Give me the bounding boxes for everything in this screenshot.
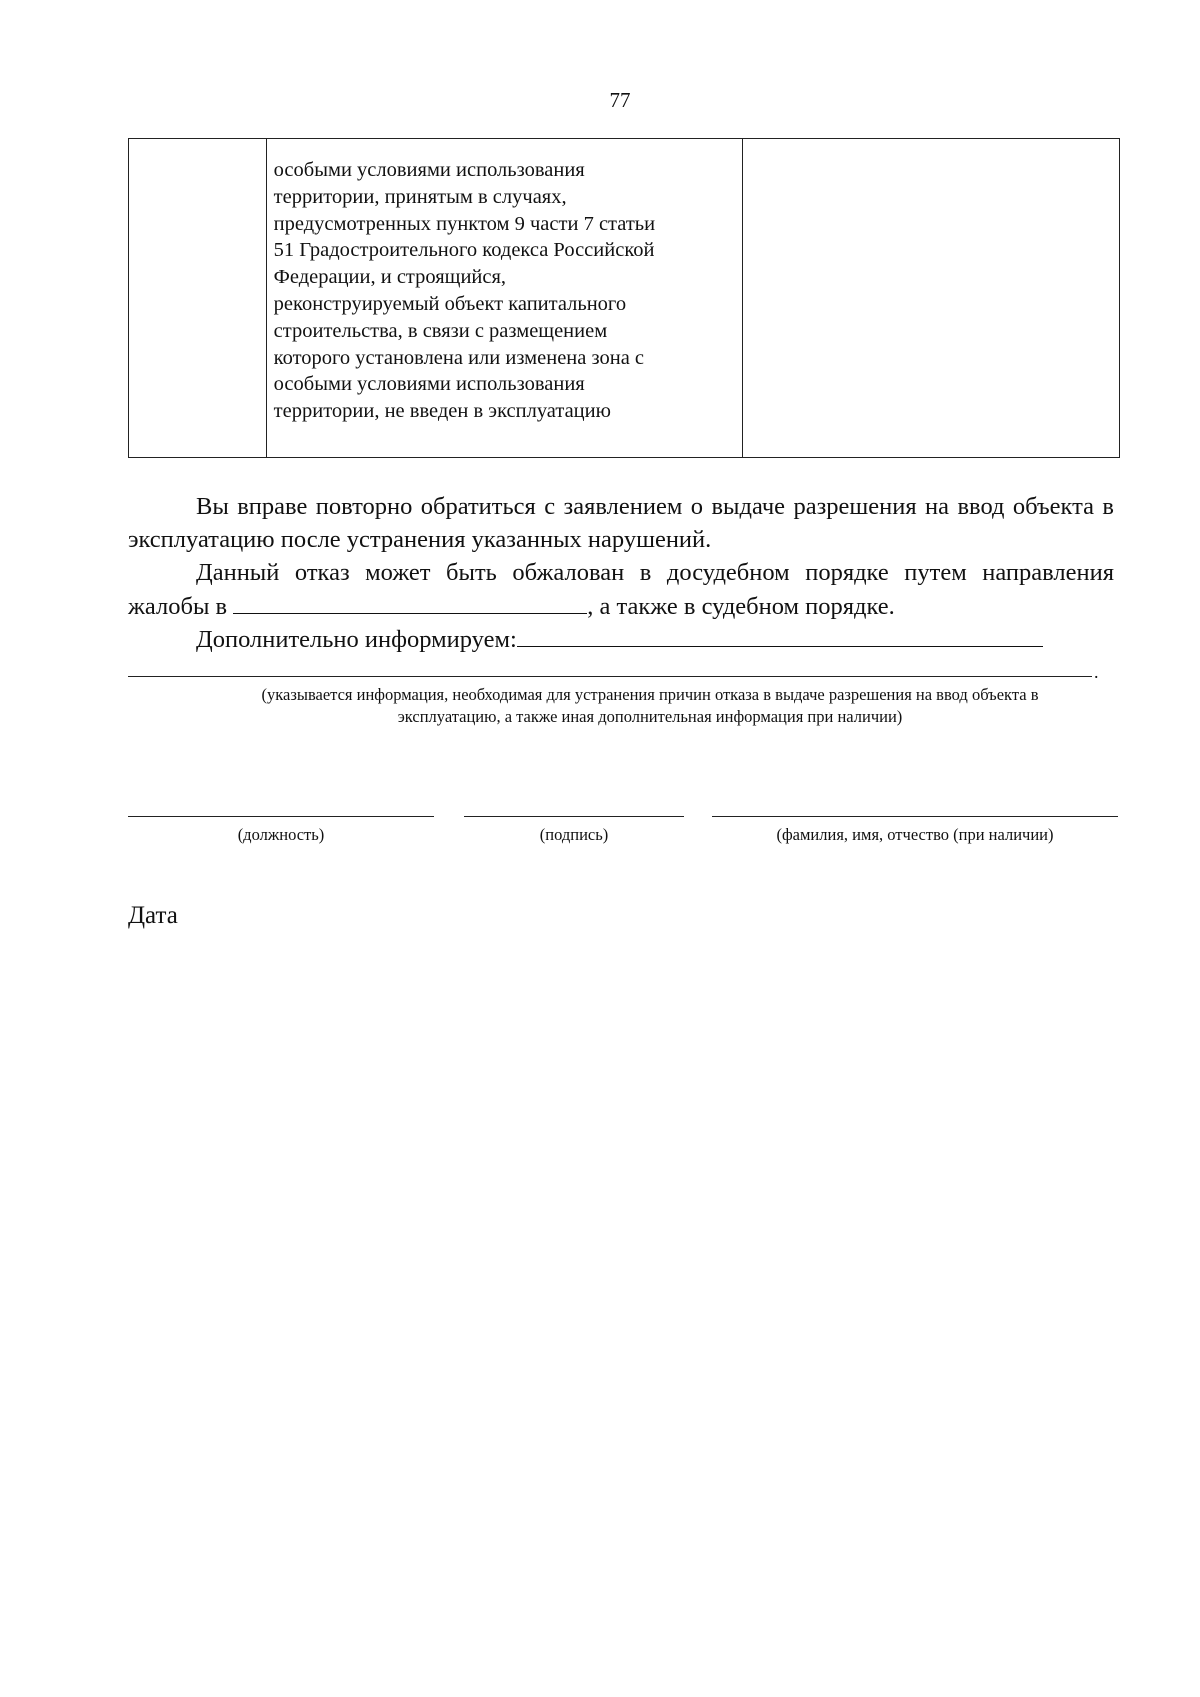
signature-caption: (подпись): [539, 825, 609, 844]
date-label: Дата: [128, 902, 178, 929]
table-row: [129, 139, 1120, 458]
additional-info-hint: (указывается информация, необходимая для устранения причин отказа в выдаче разрешения на ввод объекта в эксплуатацию, а также иная дополнительная информация при наличии): [261, 685, 1039, 726]
appeal-text-start: Данный отказ может быть обжалован в досудебном порядке путем направления жалобы в: [128, 559, 1114, 620]
additional-info-label: Дополнительно информируем:: [196, 626, 517, 653]
position-caption: (должность): [237, 825, 325, 844]
appeal-text-end: , а также в судебном порядке.: [587, 593, 895, 620]
signature-line[interactable]: [464, 816, 684, 817]
additional-info-blank[interactable]: [517, 622, 1043, 647]
reapply-paragraph: Вы вправе повторно обратиться с заявлением о выдаче разрешения на ввод объекта в эксплуатацию после устранения указанных нарушений.: [128, 493, 1114, 553]
appeal-authority-blank[interactable]: [233, 589, 587, 614]
additional-info-paragraph: [128, 622, 1114, 656]
table-cell-number: [129, 139, 267, 458]
additional-info-line[interactable]: [128, 676, 1092, 677]
reason-text: особыми условиями использования территории, принятым в случаях, предусмотренных пунктом 9 части 7 статьи 51 Градостроительного кодекса Российской Федерации, и строящийся, реконструируемый объект капитального строительства, в связи с размещением которого установлена или изменена зона с особыми условиями использования территории, не введен в эксплуатацию: [273, 159, 656, 423]
full-name-line[interactable]: [712, 816, 1118, 817]
appeal-paragraph: [128, 556, 1114, 623]
page-number: 77: [609, 88, 631, 112]
table-cell-explanation: [742, 139, 1119, 458]
position-line[interactable]: [128, 816, 434, 817]
table-cell-reason: [266, 139, 742, 458]
violations-table: [128, 138, 1120, 458]
full-name-caption: (фамилия, имя, отчество (при наличии): [776, 825, 1054, 844]
trailing-dot: .: [1094, 662, 1099, 682]
